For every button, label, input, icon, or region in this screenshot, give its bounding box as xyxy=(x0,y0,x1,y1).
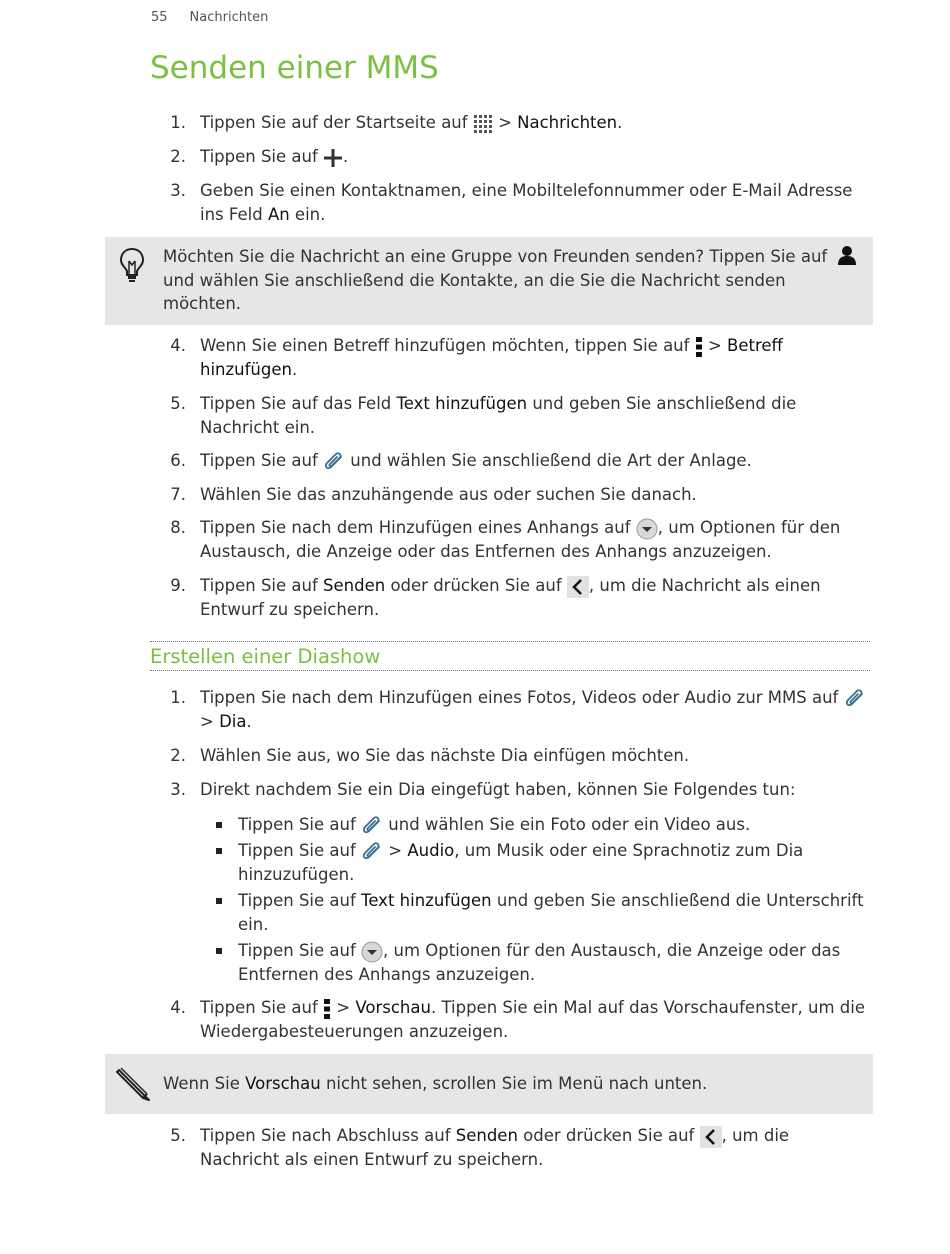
person-icon xyxy=(838,245,856,269)
step-b6: 6. Tippen Sie auf und wählen Sie anschließend die Art der Anlage. xyxy=(150,449,870,473)
page-header xyxy=(151,10,268,25)
dropdown-circle-icon xyxy=(361,941,383,963)
step-b4: 4. Wenn Sie einen Betreff hinzufügen möchten, tippen Sie auf > Betreff hinzufügen. xyxy=(170,336,783,379)
page-title: Senden einer MMS xyxy=(150,50,439,86)
menu-dots-icon xyxy=(695,336,703,358)
back-arrow-icon xyxy=(700,1126,722,1148)
tip-text: Möchten Sie die Nachricht an eine Gruppe von Freunden senden? Tippen Sie auf xyxy=(163,247,828,266)
bullet-3: Tippen Sie auf Text hinzufügen und geben Sie anschließend die Unterschrift ein. xyxy=(210,889,870,936)
step-c3: 3. Direkt nachdem Sie ein Dia eingefügt haben, können Sie Folgendes tun: xyxy=(170,780,796,799)
step-c1: 1. Tippen Sie nach dem Hinzufügen eines Fotos, Videos oder Audio zur MMS auf > Dia. xyxy=(150,686,870,733)
tip-box: Möchten Sie die Nachricht an eine Gruppe von Freunden senden? Tippen Sie auf und wählen Sie anschließend die Kontakte, an die Sie die Nachricht senden möchten. xyxy=(105,237,873,325)
step-c5: 5. Tippen Sie nach Abschluss auf Senden oder drücken Sie auf , um die Nachricht als einen Entwurf zu speichern. xyxy=(170,1126,790,1169)
step-b8: 8. Tippen Sie nach dem Hinzufügen eines Anhangs auf , um Optionen für den Austausch, die Anzeige oder das Entfernen des Anhangs anzuzeigen. xyxy=(170,518,841,561)
step-b7: 7. Wählen Sie das anzuhängende aus oder suchen Sie danach. xyxy=(170,485,697,504)
apps-grid-icon xyxy=(473,114,493,134)
step-c4: 4. Tippen Sie auf > Vorschau. Tippen Sie ein Mal auf das Vorschaufenster, um die Wiedergabesteuerungen anzuzeigen. xyxy=(170,998,866,1041)
rule-bottom xyxy=(150,670,870,671)
paperclip-icon xyxy=(844,688,866,710)
paperclip-icon xyxy=(361,815,383,837)
rule-top xyxy=(150,641,870,642)
dropdown-circle-icon xyxy=(636,518,658,540)
paperclip-icon xyxy=(323,451,345,473)
menu-dots-icon xyxy=(323,998,331,1020)
lightbulb-icon xyxy=(119,247,145,287)
plus-icon xyxy=(323,148,343,168)
section-name: Nachrichten xyxy=(189,10,269,25)
step-a1: 1. Tippen Sie auf der Startseite auf > Nachrichten. xyxy=(170,113,623,132)
step-a2: 2. Tippen Sie auf . xyxy=(170,147,349,166)
paperclip-icon xyxy=(361,841,383,863)
step-c2: 2. Wählen Sie aus, wo Sie das nächste Dia einfügen möchten. xyxy=(170,746,690,765)
bullet-1: Tippen Sie auf und wählen Sie ein Foto oder ein Video aus. xyxy=(210,813,870,837)
bullet-4: Tippen Sie auf , um Optionen für den Austausch, die Anzeige oder das Entfernen des Anhangs anzuzeigen. xyxy=(210,939,870,986)
bullet-2: Tippen Sie auf > Audio, um Musik oder eine Sprachnotiz zum Dia hinzuzufügen. xyxy=(210,839,870,886)
subheading: Erstellen einer Diashow xyxy=(150,645,381,668)
note-text: Wenn Sie Vorschau nicht sehen, scrollen Sie im Menü nach unten. xyxy=(163,1074,708,1093)
step-b9: 9. Tippen Sie auf Senden oder drücken Sie auf , um die Nachricht als einen Entwurf zu speichern. xyxy=(170,576,821,619)
note-box xyxy=(105,1054,873,1114)
page-number: 55 xyxy=(151,10,168,25)
step-b5: 5. Tippen Sie auf das Feld Text hinzufügen und geben Sie anschließend die Nachricht ein. xyxy=(170,394,797,437)
pencil-icon xyxy=(115,1066,151,1106)
back-arrow-icon xyxy=(567,576,589,598)
step-a3: 3. Geben Sie einen Kontaktnamen, eine Mobiltelefonnummer oder E-Mail Adresse ins Feld An ein. xyxy=(170,181,853,224)
